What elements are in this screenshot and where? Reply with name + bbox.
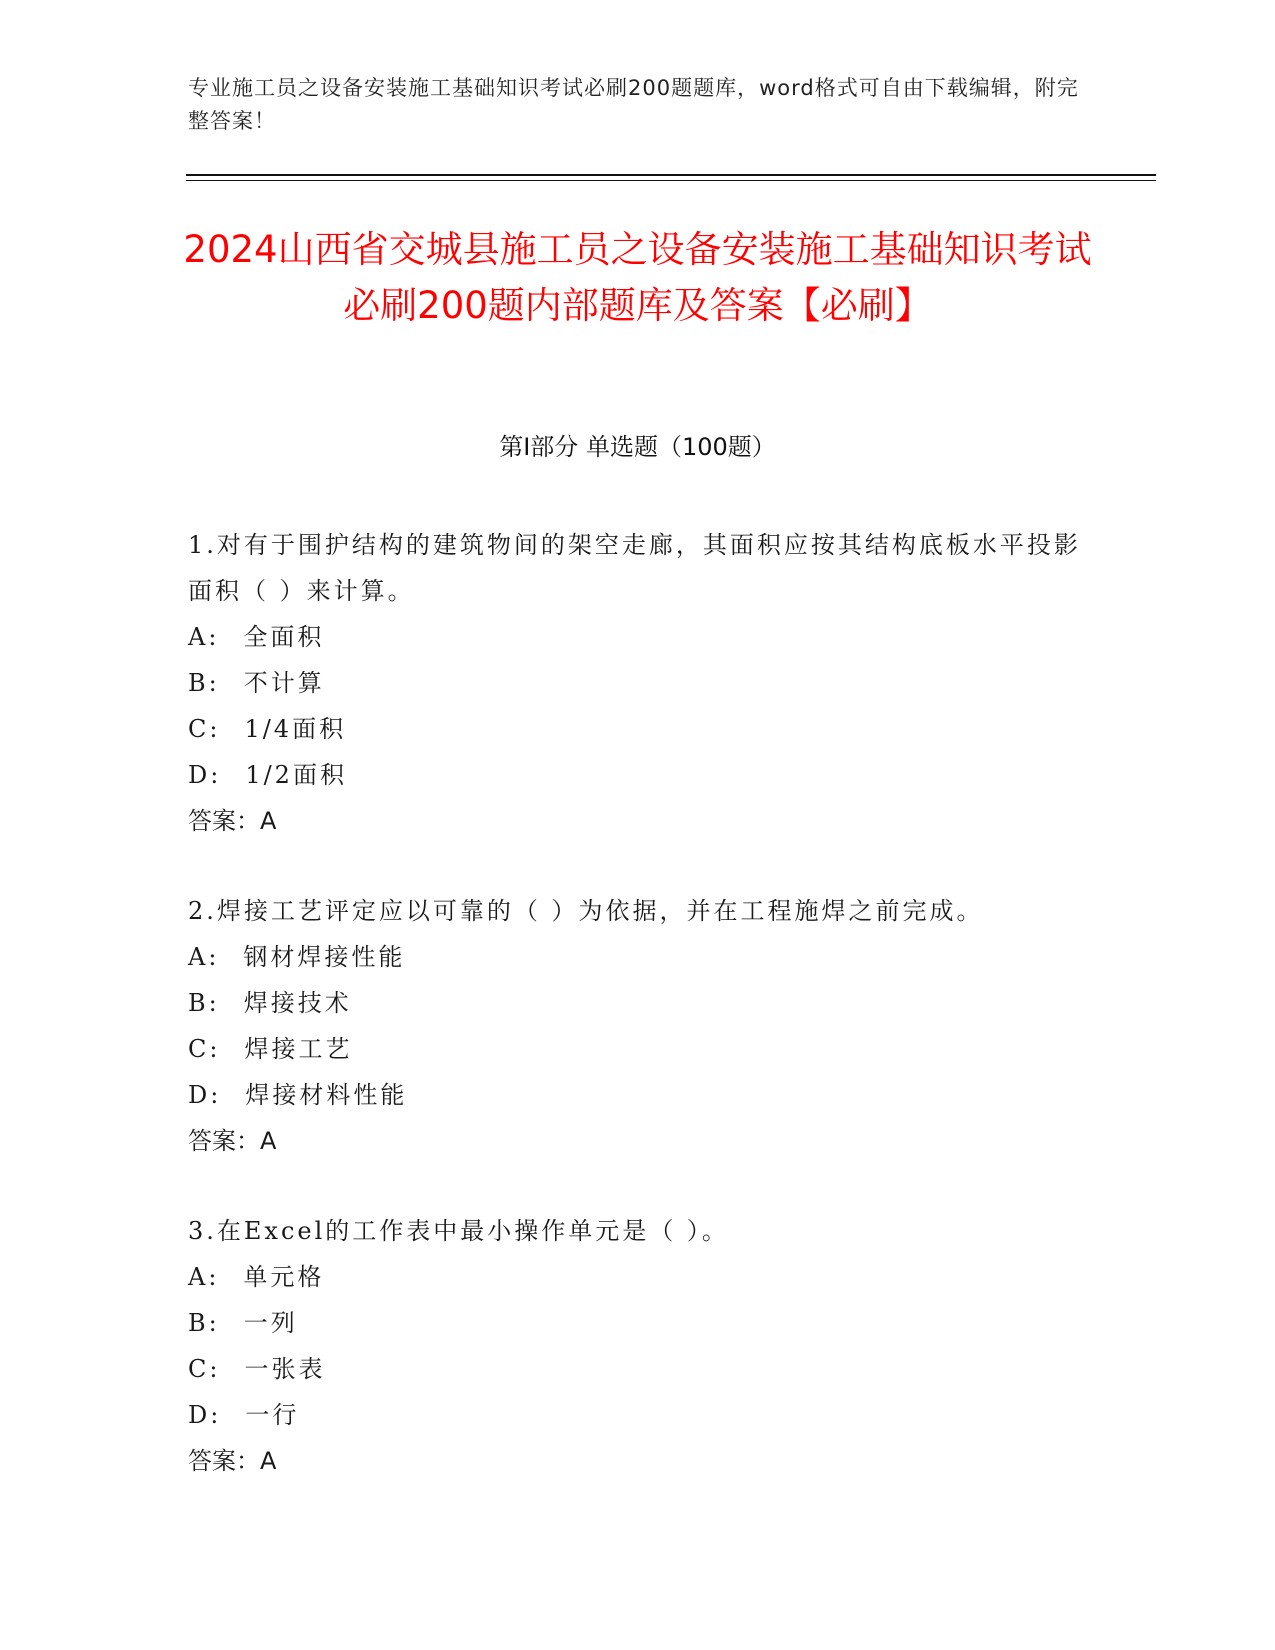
option-key: B: [188, 669, 220, 697]
option-text: 钢材焊接性能 [243, 943, 406, 971]
question-item [188, 1208, 1088, 1484]
option-text: 焊接材料性能 [245, 1081, 408, 1109]
question-text: 2.焊接工艺评定应以可靠的（ ）为依据，并在工程施焊之前完成。 [188, 897, 984, 925]
option-key: D: [188, 1081, 222, 1109]
option-key: B: [188, 989, 220, 1017]
option-key: C: [188, 1035, 221, 1063]
header-divider-thin [186, 180, 1156, 181]
option-b [188, 660, 1088, 706]
document-title: 2024山西省交城县施工员之设备安装施工基础知识考试必刷200题内部题库及答案【必刷】 [183, 228, 1092, 327]
option-d [188, 752, 1088, 798]
option-text: 全面积 [243, 623, 325, 651]
question-text: 3.在Excel的工作表中最小操作单元是（ ）。 [188, 1217, 729, 1245]
option-text: 焊接工艺 [244, 1035, 353, 1063]
option-c [188, 1346, 1088, 1392]
option-text: 一行 [245, 1401, 300, 1429]
option-key: D: [188, 761, 222, 789]
question-item [188, 522, 1088, 844]
option-a [188, 1254, 1088, 1300]
question-item [188, 888, 1088, 1164]
option-text: 单元格 [243, 1263, 325, 1291]
option-text: 1/4面积 [244, 715, 347, 743]
option-key: B: [188, 1309, 220, 1337]
option-d [188, 1072, 1088, 1118]
option-key: C: [188, 1355, 221, 1383]
option-text: 1/2面积 [245, 761, 347, 789]
option-b [188, 1300, 1088, 1346]
option-a [188, 614, 1088, 660]
option-key: C: [188, 715, 221, 743]
question-text: 1.对有于围护结构的建筑物间的架空走廊，其面积应按其结构底板水平投影面积（ ）来计算。 [188, 531, 1081, 605]
option-c [188, 1026, 1088, 1072]
answer-line: 答案：A [188, 1447, 277, 1475]
option-key: D: [188, 1401, 222, 1429]
option-text: 一张表 [244, 1355, 326, 1383]
header-divider-thick [186, 174, 1156, 176]
option-a [188, 934, 1088, 980]
option-d [188, 1392, 1088, 1438]
option-key: A: [188, 943, 220, 971]
option-key: A: [188, 1263, 220, 1291]
question-list [188, 522, 1088, 1528]
option-key: A: [188, 623, 220, 651]
answer-line: 答案：A [188, 1127, 277, 1155]
option-c [188, 706, 1088, 752]
header-note: 专业施工员之设备安装施工基础知识考试必刷200题题库，word格式可自由下载编辑，附完整答案！ [188, 76, 1079, 133]
section-heading: 第I部分 单选题（100题） [499, 433, 776, 461]
option-text: 不计算 [243, 669, 325, 697]
option-text: 焊接技术 [243, 989, 352, 1017]
option-text: 一列 [243, 1309, 298, 1337]
answer-line: 答案：A [188, 807, 277, 835]
option-b [188, 980, 1088, 1026]
